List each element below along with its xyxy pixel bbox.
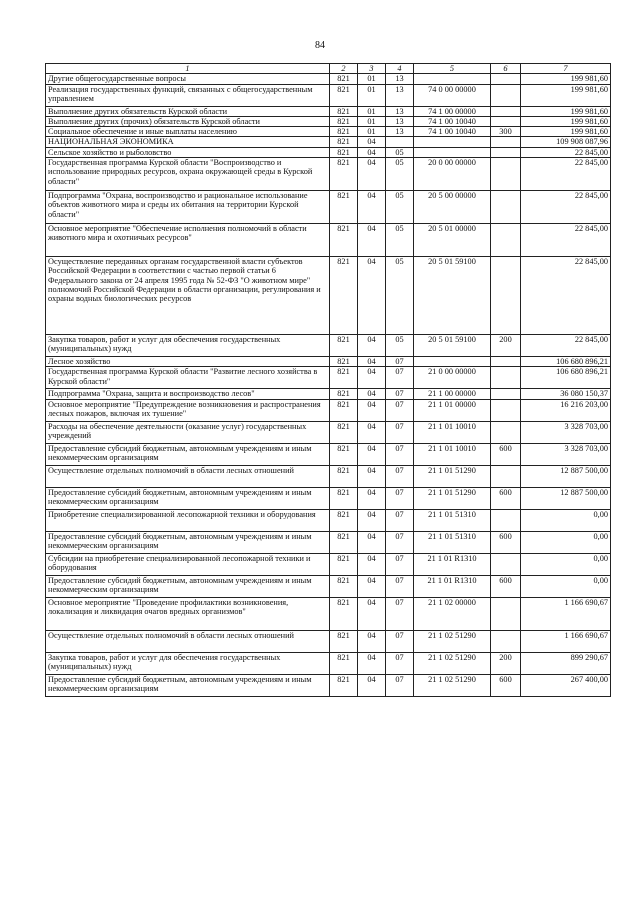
header-cell: 5 — [414, 64, 491, 74]
table-row — [46, 421, 611, 443]
row-code-5: 21 1 02 00000 — [414, 597, 491, 630]
row-code-4: 13 — [386, 106, 414, 116]
row-code-3: 04 — [358, 157, 386, 190]
row-amount: 22 845,00 — [521, 157, 611, 190]
row-amount: 199 981,60 — [521, 84, 611, 106]
row-amount: 22 845,00 — [521, 334, 611, 356]
row-code-5: 21 1 02 51290 — [414, 674, 491, 696]
table-row — [46, 334, 611, 356]
header-cell: 2 — [330, 64, 358, 74]
row-name: Осуществление переданных органам государственной власти субъектов Российской Федерации в соответствии с частью первой статьи 6 Федерального закона от 24 апреля 1995 года № 52-ФЗ "О животном мире" полномочий Российской Федерации в области организации, регулирования и охраны водных биологических ресурсов — [46, 256, 330, 334]
row-amount: 106 680 896,21 — [521, 367, 611, 389]
row-code-3: 04 — [358, 597, 386, 630]
row-code-3: 04 — [358, 147, 386, 157]
row-code-6 — [491, 190, 521, 223]
row-amount: 22 845,00 — [521, 147, 611, 157]
row-code-5: 21 1 01 10010 — [414, 443, 491, 465]
row-code-5: 21 1 01 10010 — [414, 421, 491, 443]
row-code-4: 07 — [386, 465, 414, 487]
row-code-4: 07 — [386, 487, 414, 509]
row-code-3: 04 — [358, 652, 386, 674]
header-cell: 1 — [46, 64, 330, 74]
row-code-3: 04 — [358, 223, 386, 256]
row-code-3: 04 — [358, 443, 386, 465]
table-row — [46, 487, 611, 509]
row-code-5: 21 1 00 00000 — [414, 389, 491, 399]
row-code-6: 600 — [491, 487, 521, 509]
row-code-6 — [491, 74, 521, 84]
page-number: 84 — [315, 40, 325, 51]
row-code-4: 13 — [386, 127, 414, 137]
row-code-6 — [491, 421, 521, 443]
row-code-2: 821 — [330, 74, 358, 84]
row-code-4: 07 — [386, 509, 414, 531]
table-row — [46, 223, 611, 256]
row-code-2: 821 — [330, 190, 358, 223]
row-code-2: 821 — [330, 531, 358, 553]
table-row — [46, 531, 611, 553]
row-code-2: 821 — [330, 147, 358, 157]
row-code-3: 01 — [358, 106, 386, 116]
row-code-5 — [414, 137, 491, 147]
table-row — [46, 575, 611, 597]
row-name: Реализация государственных функций, связанных с общегосударственным управлением — [46, 84, 330, 106]
table-row — [46, 389, 611, 399]
row-name: Осуществление отдельных полномочий в области лесных отношений — [46, 630, 330, 652]
row-code-6 — [491, 223, 521, 256]
row-code-4: 13 — [386, 74, 414, 84]
row-code-3: 01 — [358, 74, 386, 84]
row-code-5: 21 1 01 51290 — [414, 465, 491, 487]
row-code-4: 07 — [386, 356, 414, 366]
row-code-6 — [491, 106, 521, 116]
row-name: Осуществление отдельных полномочий в области лесных отношений — [46, 465, 330, 487]
row-code-6: 300 — [491, 127, 521, 137]
row-code-4: 07 — [386, 597, 414, 630]
row-code-2: 821 — [330, 256, 358, 334]
header-cell: 4 — [386, 64, 414, 74]
row-code-2: 821 — [330, 116, 358, 126]
row-code-4: 07 — [386, 575, 414, 597]
row-code-5: 21 1 02 51290 — [414, 630, 491, 652]
row-code-5: 74 1 00 10040 — [414, 127, 491, 137]
row-code-4: 07 — [386, 399, 414, 421]
row-code-5: 21 1 01 R1310 — [414, 553, 491, 575]
row-code-2: 821 — [330, 356, 358, 366]
row-code-2: 821 — [330, 630, 358, 652]
row-amount: 199 981,60 — [521, 127, 611, 137]
row-code-5: 21 1 01 R1310 — [414, 575, 491, 597]
table-row — [46, 465, 611, 487]
row-code-5: 21 1 01 51310 — [414, 531, 491, 553]
header-cell: 6 — [491, 64, 521, 74]
row-code-6 — [491, 356, 521, 366]
row-code-6 — [491, 367, 521, 389]
row-code-6 — [491, 84, 521, 106]
row-code-2: 821 — [330, 487, 358, 509]
row-code-4 — [386, 137, 414, 147]
row-code-3: 04 — [358, 256, 386, 334]
row-name: Закупка товаров, работ и услуг для обеспечения государственных (муниципальных) нужд — [46, 652, 330, 674]
row-amount: 3 328 703,00 — [521, 443, 611, 465]
row-amount: 12 887 500,00 — [521, 465, 611, 487]
row-amount: 22 845,00 — [521, 190, 611, 223]
row-amount: 1 166 690,67 — [521, 630, 611, 652]
table-row — [46, 597, 611, 630]
row-code-6: 600 — [491, 674, 521, 696]
table-row — [46, 443, 611, 465]
row-name: Предоставление субсидий бюджетным, автономным учреждениям и иным некоммерческим организациям — [46, 575, 330, 597]
row-name: Расходы на обеспечение деятельности (оказание услуг) государственных учреждений — [46, 421, 330, 443]
row-code-2: 821 — [330, 84, 358, 106]
row-code-6 — [491, 116, 521, 126]
row-amount: 22 845,00 — [521, 256, 611, 334]
row-code-4: 07 — [386, 553, 414, 575]
row-code-4: 05 — [386, 256, 414, 334]
row-code-3: 04 — [358, 137, 386, 147]
row-code-6: 200 — [491, 652, 521, 674]
table-row — [46, 553, 611, 575]
row-code-2: 821 — [330, 674, 358, 696]
row-code-3: 04 — [358, 509, 386, 531]
row-name: Закупка товаров, работ и услуг для обеспечения государственных (муниципальных) нужд — [46, 334, 330, 356]
row-code-6 — [491, 509, 521, 531]
row-name: Выполнение других обязательств Курской области — [46, 106, 330, 116]
row-code-4: 07 — [386, 367, 414, 389]
row-code-5: 20 0 00 00000 — [414, 157, 491, 190]
table-header-row — [46, 64, 611, 74]
table-row — [46, 367, 611, 389]
row-code-5 — [414, 147, 491, 157]
row-code-5: 21 1 01 00000 — [414, 399, 491, 421]
table-row — [46, 74, 611, 84]
row-code-3: 04 — [358, 465, 386, 487]
row-code-4: 05 — [386, 157, 414, 190]
row-code-5 — [414, 356, 491, 366]
row-code-6 — [491, 147, 521, 157]
row-code-3: 04 — [358, 190, 386, 223]
row-name: Сельское хозяйство и рыболовство — [46, 147, 330, 157]
row-code-3: 04 — [358, 553, 386, 575]
row-name: Лесное хозяйство — [46, 356, 330, 366]
table-row — [46, 106, 611, 116]
table-row — [46, 509, 611, 531]
row-code-2: 821 — [330, 509, 358, 531]
row-code-2: 821 — [330, 421, 358, 443]
table-row — [46, 190, 611, 223]
row-name: Социальное обеспечение и иные выплаты населению — [46, 127, 330, 137]
row-name: Предоставление субсидий бюджетным, автономным учреждениям и иным некоммерческим организациям — [46, 531, 330, 553]
row-code-2: 821 — [330, 127, 358, 137]
row-code-2: 821 — [330, 389, 358, 399]
row-amount: 16 216 203,00 — [521, 399, 611, 421]
row-code-4: 05 — [386, 147, 414, 157]
table-row — [46, 137, 611, 147]
row-amount: 0,00 — [521, 575, 611, 597]
row-code-4: 13 — [386, 84, 414, 106]
row-amount: 1 166 690,67 — [521, 597, 611, 630]
table-row — [46, 652, 611, 674]
table-row — [46, 399, 611, 421]
row-code-3: 01 — [358, 116, 386, 126]
row-code-4: 07 — [386, 652, 414, 674]
row-code-2: 821 — [330, 223, 358, 256]
row-code-3: 04 — [358, 630, 386, 652]
row-code-5: 21 0 00 00000 — [414, 367, 491, 389]
row-amount: 0,00 — [521, 553, 611, 575]
row-code-5: 21 1 01 51290 — [414, 487, 491, 509]
row-code-6 — [491, 389, 521, 399]
row-code-6: 600 — [491, 531, 521, 553]
row-code-6 — [491, 399, 521, 421]
table-row — [46, 127, 611, 137]
row-name: Предоставление субсидий бюджетным, автономным учреждениям и иным некоммерческим организациям — [46, 674, 330, 696]
row-code-5: 20 5 01 00000 — [414, 223, 491, 256]
row-name: Предоставление субсидий бюджетным, автономным учреждениям и иным некоммерческим организациям — [46, 487, 330, 509]
row-code-2: 821 — [330, 465, 358, 487]
row-name: НАЦИОНАЛЬНАЯ ЭКОНОМИКА — [46, 137, 330, 147]
row-code-3: 04 — [358, 334, 386, 356]
row-code-4: 07 — [386, 421, 414, 443]
row-amount: 199 981,60 — [521, 106, 611, 116]
row-name: Государственная программа Курской области "Воспроизводство и использование природных ресурсов, охрана окружающей среды в Курской области" — [46, 157, 330, 190]
row-name: Основное мероприятие "Обеспечение исполнения полномочий в области животного мира и охотничьих ресурсов" — [46, 223, 330, 256]
row-code-2: 821 — [330, 443, 358, 465]
row-code-2: 821 — [330, 652, 358, 674]
row-code-5: 20 5 00 00000 — [414, 190, 491, 223]
table-row — [46, 147, 611, 157]
row-code-2: 821 — [330, 157, 358, 190]
row-code-6 — [491, 256, 521, 334]
row-code-4: 07 — [386, 443, 414, 465]
row-code-3: 04 — [358, 367, 386, 389]
row-code-2: 821 — [330, 137, 358, 147]
table-row — [46, 630, 611, 652]
row-amount: 12 887 500,00 — [521, 487, 611, 509]
row-amount: 199 981,60 — [521, 116, 611, 126]
row-code-6: 600 — [491, 575, 521, 597]
row-name: Подпрограмма "Охрана, воспроизводство и рациональное использование объектов животного мира и среды их обитания на территории Курской области" — [46, 190, 330, 223]
row-name: Основное мероприятие "Проведение профилактики возникновения, локализация и ликвидация очагов вредных организмов" — [46, 597, 330, 630]
row-code-4: 05 — [386, 223, 414, 256]
row-code-2: 821 — [330, 575, 358, 597]
row-code-3: 04 — [358, 531, 386, 553]
budget-table — [45, 63, 611, 697]
row-code-4: 05 — [386, 190, 414, 223]
row-amount: 199 981,60 — [521, 74, 611, 84]
row-code-6 — [491, 630, 521, 652]
row-code-3: 04 — [358, 575, 386, 597]
row-amount: 0,00 — [521, 509, 611, 531]
row-code-3: 04 — [358, 674, 386, 696]
row-code-3: 01 — [358, 84, 386, 106]
row-name: Предоставление субсидий бюджетным, автономным учреждениям и иным некоммерческим организациям — [46, 443, 330, 465]
row-amount: 267 400,00 — [521, 674, 611, 696]
row-code-4: 07 — [386, 389, 414, 399]
row-code-5: 21 1 02 51290 — [414, 652, 491, 674]
row-amount: 3 328 703,00 — [521, 421, 611, 443]
row-name: Выполнение других (прочих) обязательств Курской области — [46, 116, 330, 126]
row-code-2: 821 — [330, 367, 358, 389]
row-name: Подпрограмма "Охрана, защита и воспроизводство лесов" — [46, 389, 330, 399]
row-code-2: 821 — [330, 597, 358, 630]
row-code-2: 821 — [330, 553, 358, 575]
table-row — [46, 256, 611, 334]
table-row — [46, 157, 611, 190]
row-amount: 899 290,67 — [521, 652, 611, 674]
row-amount: 109 908 087,96 — [521, 137, 611, 147]
row-code-6 — [491, 137, 521, 147]
row-code-3: 04 — [358, 487, 386, 509]
row-code-5: 21 1 01 51310 — [414, 509, 491, 531]
row-code-4: 07 — [386, 630, 414, 652]
row-code-5: 74 1 00 10040 — [414, 116, 491, 126]
row-code-6 — [491, 157, 521, 190]
row-name: Основное мероприятие "Предупреждение возникновения и распространения лесных пожаров, включая их тушение" — [46, 399, 330, 421]
row-code-6 — [491, 597, 521, 630]
row-code-5: 20 5 01 59100 — [414, 256, 491, 334]
row-code-6: 600 — [491, 443, 521, 465]
row-code-5: 74 0 00 00000 — [414, 84, 491, 106]
row-code-3: 04 — [358, 421, 386, 443]
row-code-2: 821 — [330, 334, 358, 356]
table-row — [46, 116, 611, 126]
row-code-3: 04 — [358, 356, 386, 366]
row-name: Государственная программа Курской области "Развитие лесного хозяйства в Курской области" — [46, 367, 330, 389]
row-code-6 — [491, 553, 521, 575]
row-code-5: 20 5 01 59100 — [414, 334, 491, 356]
row-code-2: 821 — [330, 106, 358, 116]
row-code-6: 200 — [491, 334, 521, 356]
row-code-2: 821 — [330, 399, 358, 421]
row-code-4: 13 — [386, 116, 414, 126]
row-code-4: 05 — [386, 334, 414, 356]
row-name: Субсидии на приобретение специализированной лесопожарной техники и оборудования — [46, 553, 330, 575]
row-code-6 — [491, 465, 521, 487]
table-row — [46, 674, 611, 696]
header-cell: 3 — [358, 64, 386, 74]
row-name: Другие общегосударственные вопросы — [46, 74, 330, 84]
row-amount: 0,00 — [521, 531, 611, 553]
row-name: Приобретение специализированной лесопожарной техники и оборудования — [46, 509, 330, 531]
table-row — [46, 356, 611, 366]
row-code-5: 74 1 00 00000 — [414, 106, 491, 116]
header-cell: 7 — [521, 64, 611, 74]
row-amount: 36 080 150,37 — [521, 389, 611, 399]
row-code-4: 07 — [386, 674, 414, 696]
row-code-4: 07 — [386, 531, 414, 553]
row-amount: 106 680 896,21 — [521, 356, 611, 366]
table-row — [46, 84, 611, 106]
row-amount: 22 845,00 — [521, 223, 611, 256]
row-code-5 — [414, 74, 491, 84]
row-code-3: 04 — [358, 399, 386, 421]
row-code-3: 01 — [358, 127, 386, 137]
row-code-3: 04 — [358, 389, 386, 399]
